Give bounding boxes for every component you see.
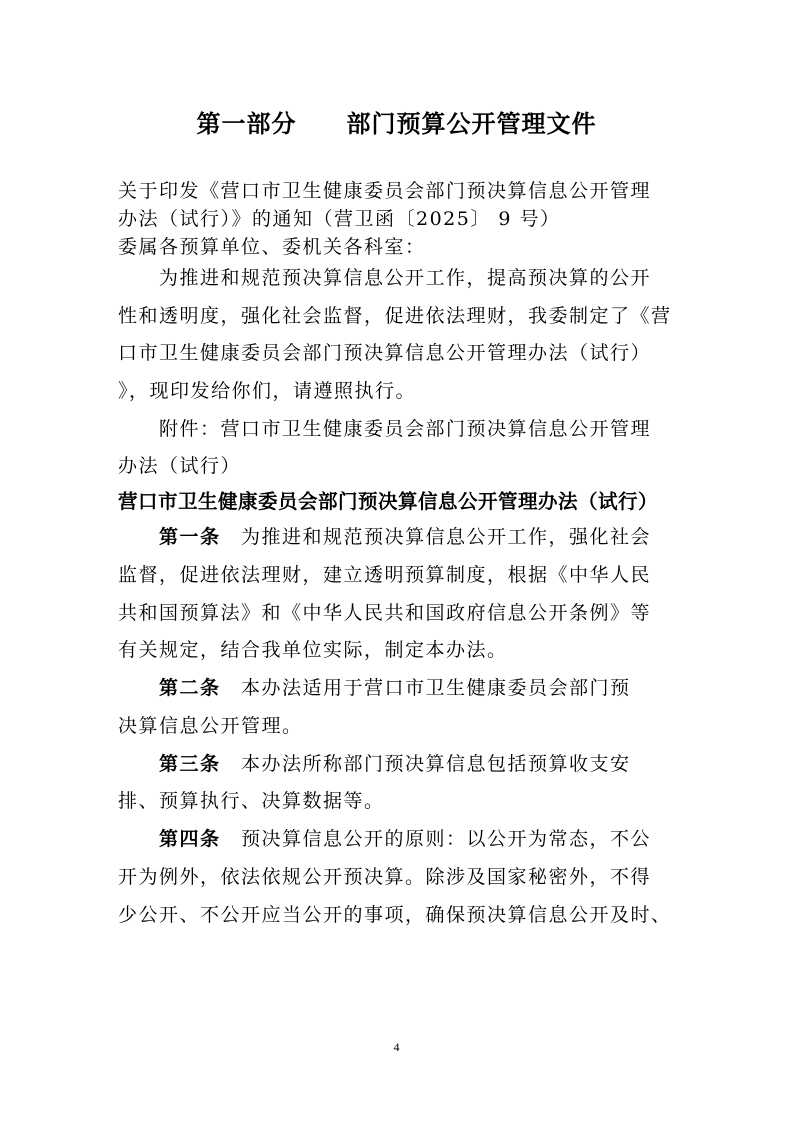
intro-line: 性和透明度，强化社会监督，促进依法理财，我委制定了《营	[118, 305, 672, 327]
article-2-text: 本办法适用于营口市卫生健康委员会部门预	[220, 677, 631, 699]
article-2-line: 决算信息公开管理。	[118, 715, 303, 737]
article-2-first-line	[118, 673, 678, 700]
article-1-first-line	[118, 522, 678, 549]
article-3-text: 本办法所称部门预决算信息包括预算收支安	[220, 753, 631, 775]
article-1-label: 第一条	[159, 526, 221, 548]
article-3-line: 排、预算执行、决算数据等。	[118, 790, 385, 812]
article-1-line: 共和国预算法》和《中华人民共和国政府信息公开条例》等	[118, 602, 652, 624]
article-4-label: 第四条	[159, 828, 221, 850]
intro-line: 口市卫生健康委员会部门预决算信息公开管理办法（试行）	[118, 342, 652, 364]
article-4-first-line	[118, 824, 678, 851]
attachment-line: 办法（试行）	[118, 455, 242, 477]
article-4-line: 开为例外，依法依规公开预决算。除涉及国家秘密外，不得	[118, 866, 652, 888]
article-2-label: 第二条	[159, 677, 221, 699]
measures-title: 营口市卫生健康委员会部门预决算信息公开管理办法（试行）	[118, 490, 659, 513]
notice-line: 办法（试行）》的通知（营卫函〔2025〕 9 号）	[118, 208, 561, 230]
article-3-label: 第三条	[159, 753, 221, 775]
page-title: 第一部分 部门预算公开管理文件	[196, 110, 597, 138]
intro-line: 》，现印发给你们，请遵照执行。	[118, 380, 417, 402]
article-1-text: 为推进和规范预决算信息公开工作，强化社会	[220, 526, 652, 548]
article-1-line: 监督，促进依法理财，建立透明预算制度，根据《中华人民	[118, 564, 652, 586]
attachment-line: 附件：营口市卫生健康委员会部门预决算信息公开管理	[118, 418, 652, 440]
article-1-line: 有关规定，结合我单位实际，制定本办法。	[118, 639, 508, 661]
article-4-line: 少公开、不公开应当公开的事项，确保预决算信息公开及时、	[118, 904, 672, 926]
intro-line: 为推进和规范预决算信息公开工作，提高预决算的公开	[118, 267, 652, 289]
article-3-first-line	[118, 749, 678, 776]
notice-line: 委属各预算单位、委机关各科室：	[118, 236, 426, 258]
page-number: 4	[393, 1040, 400, 1054]
article-4-text: 预决算信息公开的原则：以公开为常态，不公	[220, 828, 652, 850]
notice-line: 关于印发《营口市卫生健康委员会部门预决算信息公开管理	[118, 180, 652, 202]
